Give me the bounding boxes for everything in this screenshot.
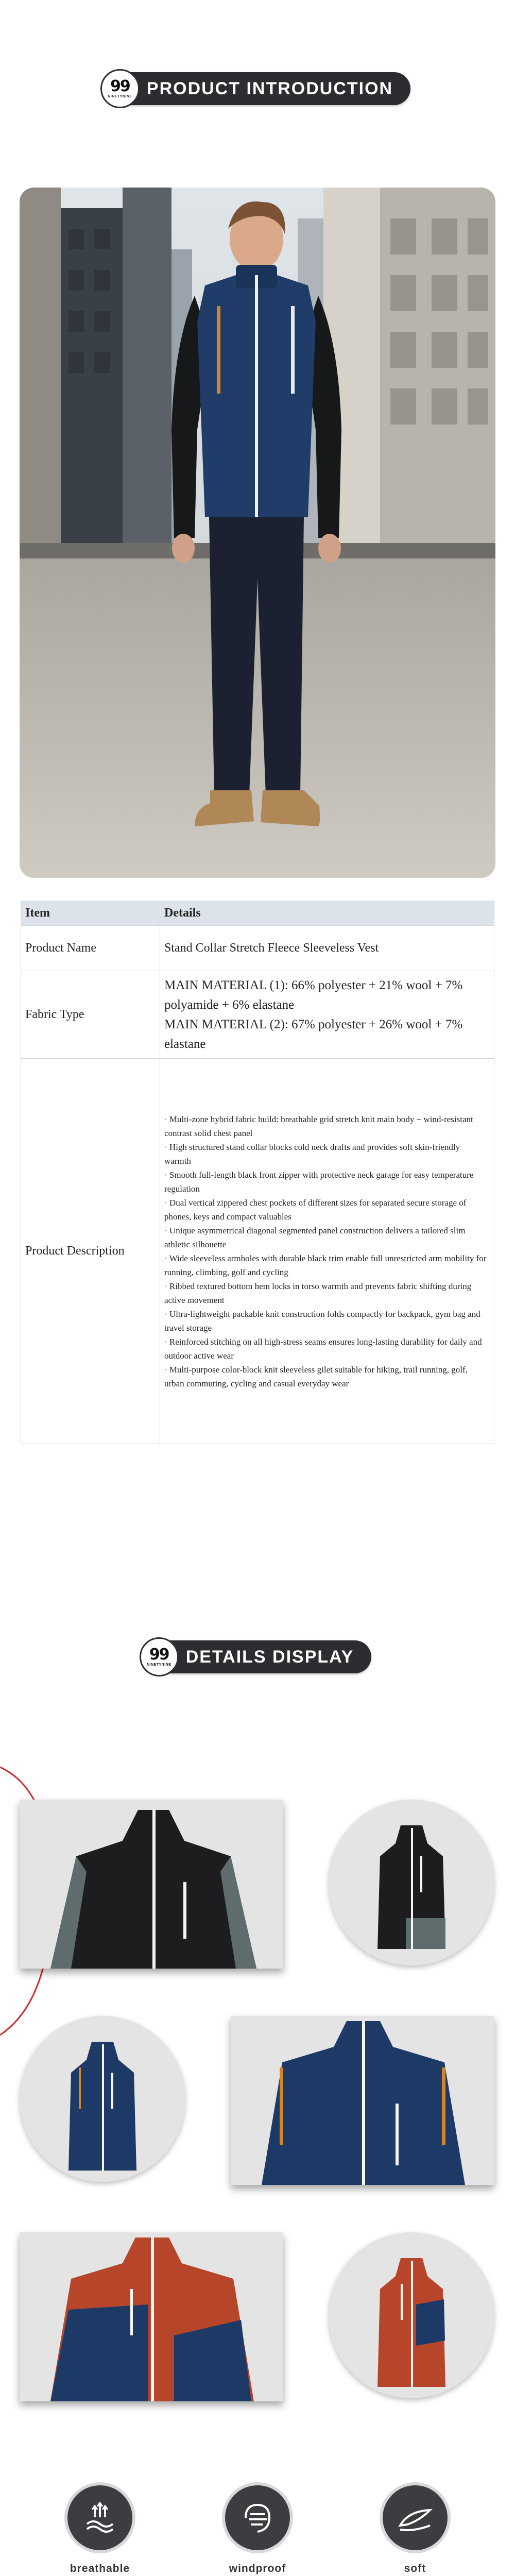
- detail-photo-navy-vest-front: [20, 2016, 185, 2182]
- table-row: [21, 1059, 494, 1444]
- list-item: · Multi-purpose color-block knit sleeveless gilet suitable for hiking, trail running, golf, urban commuting, cycling and casual everyday wear: [164, 1363, 489, 1391]
- header-pill: [105, 72, 410, 105]
- detail-photo-rust-vest-closeup: [20, 2232, 283, 2401]
- section-header-details-display: [0, 1640, 515, 1673]
- list-item: · High structured stand collar blocks cold neck drafts and provides soft skin-friendly warmth: [164, 1140, 489, 1168]
- feature-label: windproof: [229, 2563, 286, 2574]
- hero-model-photo: [20, 188, 495, 878]
- list-item: · Reinforced stitching on all high-stress seams ensures long-lasting durability for daily and outdoor active wear: [164, 1335, 489, 1363]
- breathable-icon: [64, 2482, 135, 2553]
- header-pill: [144, 1640, 372, 1673]
- list-item: · Unique asymmetrical diagonal segmented panel construction delivers a tailored slim athletic silhouette: [164, 1224, 489, 1251]
- row-label-product-name: Product Name: [21, 926, 160, 971]
- row-label-fabric-type: Fabric Type: [21, 971, 160, 1059]
- column-header-item: Item: [21, 901, 160, 926]
- brand-logo: [100, 69, 140, 108]
- feature-label: soft: [404, 2563, 426, 2574]
- feature-breathable: [48, 2482, 151, 2574]
- table-header-row: [21, 901, 494, 926]
- table-row: [21, 926, 494, 971]
- logo-number: 99: [149, 1646, 169, 1664]
- soft-feather-icon: [380, 2482, 451, 2553]
- product-name-value: Stand Collar Stretch Fleece Sleeveless Vest: [160, 926, 494, 971]
- detail-photo-rust-vest-front: [329, 2232, 494, 2398]
- table-row: [21, 971, 494, 1059]
- section-title: PRODUCT INTRODUCTION: [146, 78, 393, 98]
- logo-wordmark: NINETYNINE: [108, 95, 132, 98]
- windproof-icon: [222, 2482, 293, 2553]
- row-label-product-description: Product Description: [21, 1059, 160, 1444]
- feature-soft: [364, 2482, 467, 2574]
- list-item: · Wide sleeveless armholes with durable black trim enable full unrestricted arm mobility for running, climbing, golf and cycling: [164, 1251, 489, 1279]
- list-item: · Smooth full-length black front zipper with protective neck garage for easy temperature regulation: [164, 1168, 489, 1196]
- detail-photo-black-vest-collar: [20, 1800, 283, 1969]
- description-list: [164, 1112, 494, 1391]
- list-item: · Ribbed textured bottom hem locks in torso warmth and prevents fabric shifting during active movement: [164, 1279, 489, 1307]
- column-header-details: Details: [160, 901, 494, 926]
- model-street-illustration: [20, 188, 495, 878]
- list-item: · Ultra-lightweight packable knit construction folds compactly for backpack, gym bag and travel storage: [164, 1307, 489, 1335]
- spec-table: [21, 901, 494, 1444]
- logo-number: 99: [110, 77, 130, 95]
- list-item: · Dual vertical zippered chest pockets of different sizes for separated secure storage of phones, keys and compact valuables: [164, 1196, 489, 1224]
- detail-photo-black-vest-front: [329, 1800, 494, 1965]
- product-description-value: [160, 1059, 494, 1444]
- list-item: · Multi-zone hybrid fabric build: breathable grid stretch knit main body + wind-resistant contrast solid chest panel: [164, 1112, 489, 1140]
- section-header-product-introduction: [0, 72, 515, 105]
- fabric-line: MAIN MATERIAL (2): 67% polyester + 26% wool + 7% elastane: [164, 1017, 463, 1051]
- detail-photo-navy-vest-closeup: [231, 2016, 494, 2185]
- fabric-type-value: [160, 971, 494, 1059]
- feature-windproof: [206, 2482, 309, 2574]
- fabric-line: MAIN MATERIAL (1): 66% polyester + 21% wool + 7% polyamide + 6% elastane: [164, 978, 463, 1012]
- section-title: DETAILS DISPLAY: [185, 1647, 354, 1667]
- brand-logo: [140, 1637, 179, 1676]
- logo-wordmark: NINETYNINE: [146, 1663, 171, 1667]
- feature-label: breathable: [70, 2563, 130, 2574]
